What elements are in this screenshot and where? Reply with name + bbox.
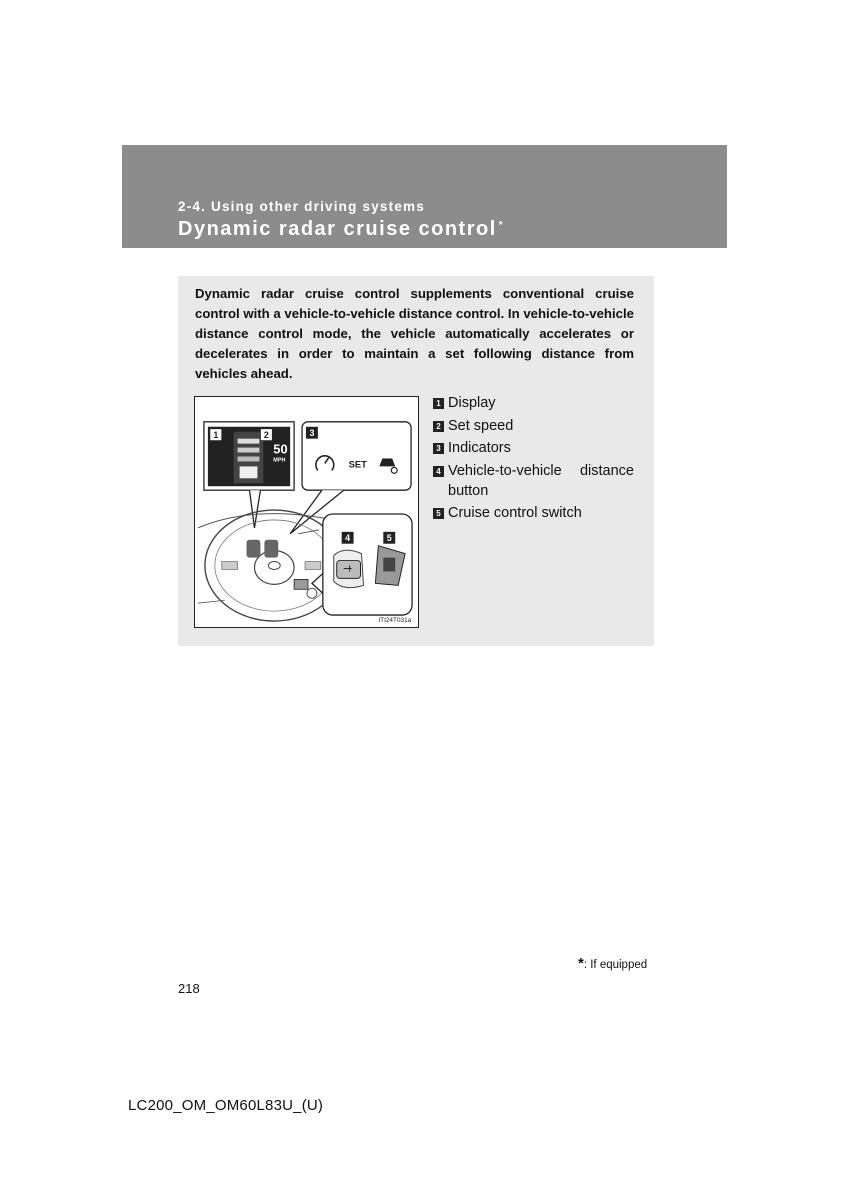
switch-callout-pointer xyxy=(312,573,323,593)
legend-item xyxy=(433,503,634,523)
callout-5: 5 xyxy=(386,533,392,544)
legend-item xyxy=(433,461,634,501)
footnote-text: : If equipped xyxy=(583,959,648,971)
legend-label: Set speed xyxy=(448,417,514,434)
legend-number: 2 xyxy=(433,421,444,432)
section-label: 2-4. Using other driving systems xyxy=(178,199,425,214)
car-ahead-icon xyxy=(240,466,258,478)
display-unit: MPH xyxy=(273,457,286,464)
title-asterisk: * xyxy=(498,220,505,231)
gauge-cluster-right xyxy=(264,540,278,558)
legend-list xyxy=(433,393,634,526)
legend-number: 5 xyxy=(433,508,444,519)
callout-1: 1 xyxy=(213,430,219,441)
intro-paragraph: Dynamic radar cruise control supplements conventional cruise control with a vehicle-to-vehicle distance control. In vehicle-to-vehicle distance control mode, the vehicle automatically accelerates or decelerates in order to maintain a set following distance from vehicles ahead. xyxy=(195,286,634,381)
cockpit-svg xyxy=(195,397,418,627)
distance-button-sketch xyxy=(337,561,361,579)
callout-2: 2 xyxy=(263,430,269,441)
set-indicator-text: SET xyxy=(348,458,367,470)
page-title xyxy=(178,218,504,241)
figure-code: ITI24T031a xyxy=(378,617,412,625)
cockpit-illustration xyxy=(194,396,419,628)
page-title-text: Dynamic radar cruise control xyxy=(178,218,497,240)
indicators-callout-frame xyxy=(302,422,411,490)
legend-label: Vehicle-to-vehicle distance button xyxy=(448,462,634,499)
legend-number: 1 xyxy=(433,398,444,409)
distance-bar-2 xyxy=(238,448,260,453)
wheel-left-buttons xyxy=(222,562,238,570)
document-code: LC200_OM_OM60L83U_(U) xyxy=(128,1097,324,1114)
callout-4: 4 xyxy=(345,533,351,544)
cruise-lever-sketch xyxy=(294,579,308,589)
legend-item xyxy=(433,438,634,458)
callout-3: 3 xyxy=(309,428,315,439)
wheel-right-buttons xyxy=(305,562,321,570)
distance-bar-3 xyxy=(238,456,260,461)
legend-label: Cruise control switch xyxy=(448,505,582,521)
footnote xyxy=(578,955,647,972)
legend-label: Indicators xyxy=(448,440,511,456)
cruise-switch-tip xyxy=(383,558,395,572)
distance-bar-1 xyxy=(238,439,260,444)
legend-item xyxy=(433,416,634,436)
legend-number: 4 xyxy=(433,466,444,477)
footnote-mark: * xyxy=(578,955,584,972)
display-speed: 50 xyxy=(273,441,288,457)
ignition-knob xyxy=(307,588,317,598)
legend-item xyxy=(433,393,634,413)
legend-number: 3 xyxy=(433,443,444,454)
gauge-cluster-left xyxy=(247,540,261,558)
page-number: 218 xyxy=(178,981,200,996)
legend-label: Display xyxy=(448,395,496,411)
